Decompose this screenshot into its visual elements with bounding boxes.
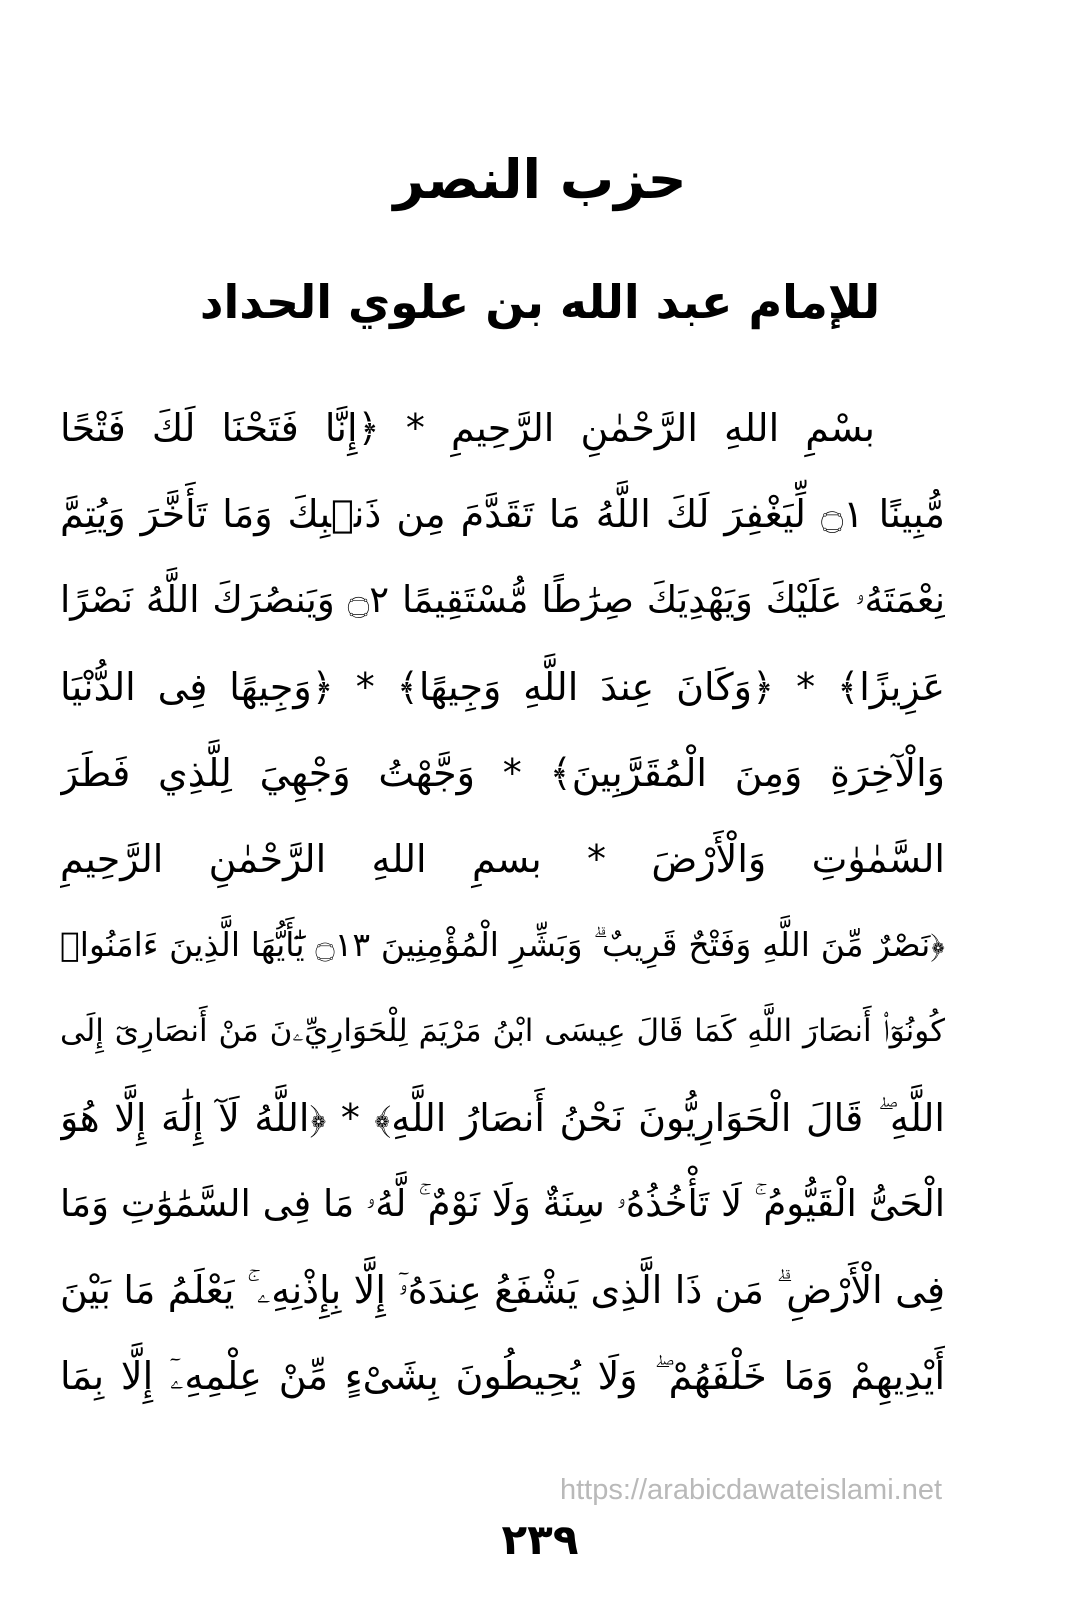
page-subtitle: للإمام عبد الله بن علوي الحداد xyxy=(199,275,881,329)
page-number: ٢٣٩ xyxy=(501,1515,579,1564)
text-line: عَزِيزًا﴾ * ﴿وَكَانَ عِندَ اللَّهِ وَجِيهًا﴾ * ﴿وَجِيهًا فِى الدُّنْيَا xyxy=(60,664,945,709)
page-title: حزب النصر xyxy=(393,148,687,211)
text-line: مُّبِينًا ۝١ لِّيَغْفِرَ لَكَ اللَّهُ مَا تَقَدَّمَ مِن ذَنۢبِكَ وَمَا تَأَخَّرَ وَيُتِمَّ xyxy=(60,492,945,537)
text-line: أَيْدِيهِمْ وَمَا خَلْفَهُمْ ۖ وَلَا يُحِيطُونَ بِشَىْءٍ مِّنْ عِلْمِهِۦٓ إِلَّا بِمَا xyxy=(60,1354,945,1399)
text-line: الْحَىُّ الْقَيُّومُ ۚ لَا تَأْخُذُهُۥ سِنَةٌ وَلَا نَوْمٌ ۚ لَّهُۥ مَا فِى السَّمَٰوَٰتِ وَمَا xyxy=(60,1181,945,1225)
text-line: السَّمٰوٰتِ وَالْأَرْضَ * بسمِ اللهِ الرَّحْمٰنِ الرَّحِيمِ xyxy=(60,836,945,881)
text-line: ﴿نَصْرٌ مِّنَ اللَّهِ وَفَتْحٌ قَرِيبٌ ۗ وَبَشِّرِ الْمُؤْمِنِينَ ۝١٣ يَٰٓأَيُّهَا الَّذِينَ ءَامَنُوا۟ xyxy=(60,925,945,965)
text-line: نِعْمَتَهُۥ عَلَيْكَ وَيَهْدِيَكَ صِرَٰطًا مُّسْتَقِيمًا ۝٢ وَيَنصُرَكَ اللَّهُ نَصْرًا xyxy=(60,578,945,622)
text-line: بسْمِ اللهِ الرَّحْمٰنِ الرَّحِيمِ * ﴿إِنَّا فَتَحْنَا لَكَ فَتْحًا xyxy=(60,406,875,450)
body-text xyxy=(60,385,945,1419)
text-line: اللَّهِ ۖ قَالَ الْحَوَارِيُّونَ نَحْنُ أَنصَارُ اللَّهِ﴾ * ﴿اللَّهُ لَآ إِلَٰهَ إِلَّا هُوَ xyxy=(60,1095,945,1140)
watermark-url: https://arabicdawateislami.net xyxy=(560,1474,943,1506)
text-line: فِى الْأَرْضِ ۗ مَن ذَا الَّذِى يَشْفَعُ عِندَهُۥٓ إِلَّا بِإِذْنِهِۦ ۚ يَعْلَمُ مَا بَيْنَ xyxy=(60,1267,945,1312)
text-line: وَالْآخِرَةِ وَمِنَ الْمُقَرَّبِينَ﴾ * وَجَّهْتُ وَجْهِيَ لِلَّذِي فَطَرَ xyxy=(60,750,945,795)
text-line: كُونُوٓا۟ أَنصَارَ اللَّهِ كَمَا قَالَ عِيسَى ابْنُ مَرْيَمَ لِلْحَوَارِيِّۦنَ مَنْ أَنصَارِىٓ إِلَى xyxy=(60,1013,945,1050)
